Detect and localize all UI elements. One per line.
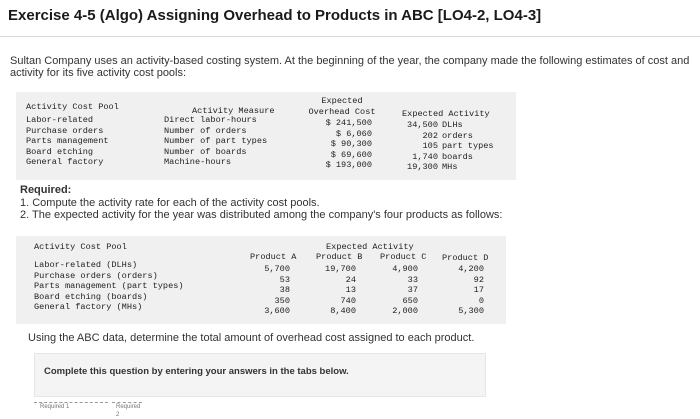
header-product-b: Product B bbox=[316, 252, 363, 262]
column-pool bbox=[26, 115, 109, 168]
page-title: Exercise 4-5 (Algo) Assigning Overhead to Products in ABC [LO4-2, LO4-3] bbox=[8, 7, 542, 24]
cell-product-d: 92 bbox=[473, 274, 484, 285]
cell-pool: Labor-related bbox=[26, 115, 94, 125]
cell-product-d: 0 bbox=[478, 295, 484, 306]
tab-required-1[interactable] bbox=[34, 402, 108, 411]
instructions-box bbox=[34, 353, 486, 397]
cell-cost: $ 193,000 bbox=[325, 160, 372, 171]
cell-measure: Number of part types bbox=[164, 136, 268, 147]
column-product-a bbox=[256, 264, 290, 317]
cell-product-a: 3,600 bbox=[264, 306, 290, 317]
required-heading: Required: bbox=[20, 184, 72, 196]
header-activity-measure: Activity Measure bbox=[192, 106, 275, 116]
cell-cost: $ 241,500 bbox=[325, 118, 372, 128]
header-expected-activity: Expected Activity bbox=[402, 109, 490, 119]
header-product-a: Product A bbox=[250, 252, 297, 262]
cell-measure: Number of boards bbox=[164, 146, 247, 157]
cell-unit: part types bbox=[442, 141, 494, 152]
column-activity-unit bbox=[442, 120, 494, 173]
header-expected-activity-group: Expected Activity bbox=[326, 242, 414, 252]
cell-unit: DLHs bbox=[442, 120, 463, 130]
cell-pool: Purchase orders (orders) bbox=[34, 270, 158, 281]
cost-pool-table bbox=[16, 92, 516, 180]
cell-qty: 19,300 bbox=[407, 162, 438, 173]
cell-unit: MHs bbox=[442, 162, 458, 173]
header-activity-cost-pool: Activity Cost Pool bbox=[26, 102, 119, 112]
cell-product-b: 740 bbox=[340, 295, 356, 306]
cell-pool: General factory (MHs) bbox=[34, 302, 143, 313]
tab-required-2-label: Required 2 bbox=[116, 404, 141, 418]
cell-measure: Number of orders bbox=[164, 125, 247, 136]
cell-product-d: 17 bbox=[473, 285, 484, 296]
cell-pool: General factory bbox=[26, 157, 104, 168]
cell-product-a: 53 bbox=[279, 274, 290, 285]
cell-unit: boards bbox=[442, 151, 473, 162]
cell-pool: Board etching bbox=[26, 146, 94, 157]
cell-product-b: 13 bbox=[345, 285, 356, 296]
cell-measure: Direct labor-hours bbox=[164, 115, 257, 125]
cell-product-c: 37 bbox=[407, 285, 418, 296]
cell-cost: $ 90,300 bbox=[330, 139, 372, 150]
cell-product-c: 650 bbox=[402, 295, 418, 306]
required-item-1: 1. Compute the activity rate for each of the activity cost pools. bbox=[20, 197, 320, 209]
column-product-d bbox=[448, 264, 484, 317]
cell-product-c: 4,900 bbox=[392, 264, 418, 274]
column-product-c bbox=[382, 264, 418, 317]
cell-product-b: 8,400 bbox=[330, 306, 356, 317]
column-pool-2 bbox=[34, 260, 184, 313]
cell-product-d: 4,200 bbox=[458, 264, 484, 274]
column-overhead-cost bbox=[306, 118, 372, 171]
cell-unit: orders bbox=[442, 130, 473, 141]
cell-pool: Labor-related (DLHs) bbox=[34, 260, 138, 270]
intro-paragraph: Sultan Company uses an activity-based costing system. At the beginning of the year, the company made the following estimates of cost and activity for its five activity cost pools: bbox=[10, 55, 690, 79]
cell-product-b: 24 bbox=[345, 274, 356, 285]
cell-pool: Board etching (boards) bbox=[34, 291, 148, 302]
instruction-text: Using the ABC data, determine the total amount of overhead cost assigned to each product. bbox=[28, 332, 475, 344]
cell-measure: Machine-hours bbox=[164, 157, 232, 168]
cell-pool: Parts management (part types) bbox=[34, 281, 184, 292]
required-item-2: 2. The expected activity for the year was distributed among the company's four products as follows: bbox=[20, 209, 503, 221]
cell-pool: Parts management bbox=[26, 136, 109, 147]
header-activity-cost-pool-2: Activity Cost Pool bbox=[34, 242, 127, 252]
cell-product-b: 19,700 bbox=[325, 264, 356, 274]
cell-product-c: 33 bbox=[407, 274, 418, 285]
cell-product-a: 38 bbox=[279, 285, 290, 296]
header-product-d: Product D bbox=[442, 253, 489, 263]
cell-cost: $ 69,600 bbox=[330, 149, 372, 160]
cell-qty: 105 bbox=[422, 141, 438, 152]
cell-product-a: 5,700 bbox=[264, 264, 290, 274]
column-product-b bbox=[316, 264, 356, 317]
tab-required-2[interactable] bbox=[112, 402, 142, 418]
cell-qty: 202 bbox=[422, 130, 438, 141]
column-measure bbox=[164, 115, 267, 168]
header-product-c: Product C bbox=[380, 252, 427, 262]
complete-instructions: Complete this question by entering your answers in the tabs below. bbox=[44, 366, 349, 377]
header-overhead-cost: Overhead Cost bbox=[308, 107, 376, 117]
product-activity-table bbox=[16, 236, 506, 324]
cell-qty: 1,740 bbox=[412, 151, 438, 162]
cell-pool: Purchase orders bbox=[26, 125, 104, 136]
tab-required-1-label: Required 1 bbox=[40, 404, 70, 410]
cell-qty: 34,500 bbox=[407, 120, 438, 130]
title-divider bbox=[0, 36, 700, 37]
cell-product-c: 2,000 bbox=[392, 306, 418, 317]
header-expected: Expected bbox=[321, 96, 363, 106]
cell-cost: $ 6,060 bbox=[335, 128, 372, 139]
cell-product-d: 5,300 bbox=[458, 306, 484, 317]
cell-product-a: 350 bbox=[274, 295, 290, 306]
column-activity-qty bbox=[396, 120, 438, 173]
